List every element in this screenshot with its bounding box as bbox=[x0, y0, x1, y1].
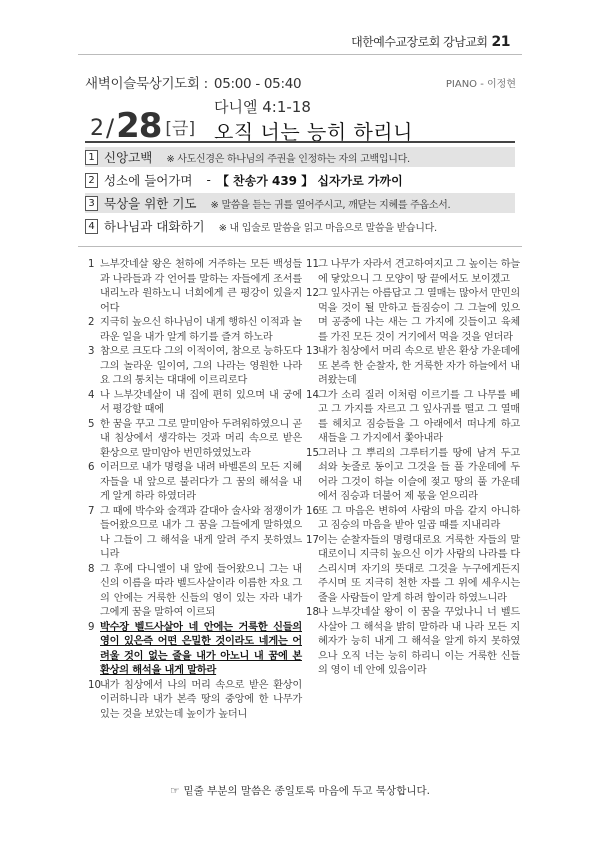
step-description: ※ 사도신경은 하나님의 주권을 인정하는 자의 고백입니다. bbox=[166, 153, 410, 165]
verse-number: 5 bbox=[88, 418, 95, 430]
service-name: 새벽이슬묵상기도회 : bbox=[85, 76, 208, 92]
verse-16 bbox=[306, 505, 520, 534]
date-weekday: [금] bbox=[165, 119, 196, 139]
meditation-note bbox=[0, 783, 600, 798]
verses-column-right bbox=[306, 258, 520, 679]
verse-3 bbox=[88, 345, 302, 389]
verse-1 bbox=[88, 258, 302, 316]
step-number: 2 bbox=[85, 173, 98, 188]
verse-text: 느부갓네살 왕은 천하에 거주하는 모든 백성들과 나라들과 각 언어를 말하는 자들에게 조서를 내리노라 원하노니 너희에게 큰 평강이 있을지어다 bbox=[100, 259, 302, 314]
verse-text: 그러나 그 뿌리의 그루터기를 땅에 남겨 두고 쇠와 놋줄로 동이고 그것을 들 풀 가운데에 두어라 그것이 하늘 이슬에 젖고 땅의 풀 가운데에서 짐승과 더불어 제 몫을 얻으리라 bbox=[318, 447, 520, 502]
verse-number: 15 bbox=[306, 447, 319, 459]
scripture-reference: 다니엘 4:1-18 bbox=[214, 98, 311, 116]
step-number: 1 bbox=[85, 150, 98, 165]
verse-12 bbox=[306, 287, 520, 345]
service-time: 05:00 - 05:40 bbox=[213, 76, 302, 92]
verse-text: 한 꿈을 꾸고 그로 말미암아 두려워하였으니 곧 내 침상에서 생각하는 것과 머리 속으로 받은 환상으로 말미암아 번민하였었노라 bbox=[100, 418, 302, 459]
verse-text: 나 느부갓네살이 내 집에 편히 있으며 내 궁에서 평강할 때에 bbox=[100, 389, 302, 415]
date-slash: / bbox=[106, 114, 115, 142]
verse-10 bbox=[88, 679, 302, 723]
verse-number: 9 bbox=[88, 621, 95, 633]
verse-15 bbox=[306, 447, 520, 505]
verse-9 bbox=[88, 621, 302, 679]
verse-text: 내가 침상에서 머리 속으로 받은 환상 가운데에 또 본즉 한 순찰자, 한 거룩한 자가 하늘에서 내려왔는데 bbox=[318, 346, 520, 386]
verse-text: 그 나무가 자라서 견고하여지고 그 높이는 하늘에 닿았으니 그 모양이 땅 끝에서도 보이겠고 bbox=[318, 259, 520, 285]
verse-5 bbox=[88, 418, 302, 462]
verse-text: 그 잎사귀는 아름답고 그 열매는 많아서 만민의 먹을 것이 될 만하고 들짐승이 그 그늘에 있으며 공중에 나는 새는 그 가지에 깃들이고 육체를 가진 모든 것이 거기에서 먹을 것을 얻더라 bbox=[318, 288, 520, 343]
verse-8 bbox=[88, 563, 302, 621]
verse-7 bbox=[88, 505, 302, 563]
verse-number: 14 bbox=[306, 389, 319, 401]
step-dash: - bbox=[206, 173, 211, 187]
verse-text: 이러므로 내가 명령을 내려 바벨론의 모든 지혜자들을 내 앞으로 불러다가 그 꿈의 해석을 내게 알게 하라 하였더라 bbox=[100, 462, 302, 502]
hymn-title: 【 찬송가 439 】 십자가로 가까이 bbox=[216, 173, 403, 188]
verse-number: 2 bbox=[88, 317, 95, 328]
verse-text: 그가 소리 질러 이처럼 이르기를 그 나무를 베고 그 가지를 자르고 그 잎사귀를 떨고 그 열매를 헤치고 짐승들을 그 아래에서 떠나게 하고 새들을 그 가지에서 쫓아내라 bbox=[318, 389, 520, 444]
step-confession bbox=[85, 147, 515, 167]
verse-13 bbox=[306, 345, 520, 389]
step-label: 하나님과 대화하기 bbox=[104, 219, 205, 234]
verses-column-left bbox=[88, 258, 302, 722]
title-divider bbox=[85, 141, 515, 143]
step-label: 묵상을 위한 기도 bbox=[104, 196, 197, 211]
service-info bbox=[85, 72, 301, 92]
step-label: 성소에 들어가며 bbox=[104, 173, 193, 188]
verse-number: 8 bbox=[88, 563, 95, 575]
verse-text: 이는 순찰자들의 명령대로요 거룩한 자들의 말대로이니 지극히 높으신 이가 사람의 나라를 다스리시며 자기의 뜻대로 그것을 누구에게든지 주시며 또 지극히 천한 자를 그 위에 세우시는 줄을 사람들이 알게 하려 함이라 하였느니라 bbox=[318, 534, 520, 604]
step-description: ※ 말씀을 듣는 귀를 열어주시고, 깨닫는 지혜를 주옵소서. bbox=[210, 199, 451, 211]
verse-14 bbox=[306, 389, 520, 447]
verse-text: 그 때에 박수와 술객과 갈대아 술사와 점쟁이가 들어왔으므로 내가 그 꿈을 그들에게 말하였으나 그들이 그 해석을 내게 알려 주지 못하였느니라 bbox=[100, 505, 302, 560]
piano-credit: PIANO - 이정현 bbox=[445, 79, 516, 90]
date-month: 2 bbox=[90, 116, 104, 141]
step-description: ※ 내 입술로 말씀을 읽고 마음으로 말씀을 받습니다. bbox=[218, 222, 437, 234]
verse-text: 지극히 높으신 하나님이 내게 행하신 이적과 놀라운 일을 내가 알게 하기를 즐겨 하노라 bbox=[100, 317, 302, 343]
verse-number: 1 bbox=[88, 259, 95, 270]
verse-number: 7 bbox=[88, 505, 95, 517]
step-number: 3 bbox=[85, 196, 98, 211]
verse-number: 12 bbox=[306, 288, 319, 299]
verse-text: 그 후에 다니엘이 내 앞에 들어왔으니 그는 내 신의 이름을 따라 벨드사살이라 이름한 자요 그의 안에는 거룩한 신들의 영이 있는 자라 내가 그에게 꿈을 말하여 이르되 bbox=[100, 563, 302, 618]
verse-number: 17 bbox=[306, 534, 319, 546]
verse-text: 또 그 마음은 변하여 사람의 마음 같지 아니하고 짐승의 마음을 받아 일곱 때를 지내리라 bbox=[318, 505, 520, 531]
step-label: 신앙고백 bbox=[104, 150, 153, 165]
verse-number: 10 bbox=[88, 679, 101, 691]
page-number: 21 bbox=[491, 34, 510, 50]
date-day: 28 bbox=[116, 106, 162, 146]
section-divider bbox=[78, 246, 522, 247]
verse-number: 11 bbox=[306, 259, 319, 270]
service-date bbox=[90, 99, 196, 146]
verse-text: 참으로 크도다 그의 이적이여, 참으로 능하도다 그의 놀라운 일이여, 그의 나라는 영원한 나라요 그의 통치는 대대에 이르리로다 bbox=[100, 346, 302, 386]
verse-number: 3 bbox=[88, 346, 95, 357]
verse-text: 나 느부갓네살 왕이 이 꿈을 꾸었나니 너 벨드사살아 그 해석을 밝히 말하라 내 나라 모든 지혜자가 능히 내게 그 해석을 알게 하지 못하였으나 오직 너는 능히 하리니 이는 거룩한 신들의 영이 네 안에 있음이라 bbox=[318, 607, 520, 676]
verse-6 bbox=[88, 461, 302, 505]
step-number: 4 bbox=[85, 219, 98, 234]
church-header bbox=[351, 33, 510, 50]
verse-text: 박수장 벨드사살아 네 안에는 거룩한 신들의 영이 있은즉 어떤 은밀한 것이라도 네게는 어려울 것이 없는 줄을 내가 아노니 내 꿈에 본 환상의 해석을 내게 말하라 bbox=[100, 621, 302, 676]
meditation-note-text: 밑줄 부분의 말씀은 종일토록 마음에 두고 묵상합니다. bbox=[183, 785, 430, 797]
verse-text: 내가 침상에서 나의 머리 속으로 받은 환상이 이러하니라 내가 본즉 땅의 중앙에 한 나무가 있는 것을 보았는데 높이가 높더니 bbox=[100, 679, 302, 720]
verse-number: 18 bbox=[306, 607, 319, 618]
verse-11 bbox=[306, 258, 520, 287]
step-entering bbox=[85, 170, 515, 190]
verse-17 bbox=[306, 534, 520, 607]
step-prayer bbox=[85, 193, 515, 213]
verse-2 bbox=[88, 316, 302, 345]
verse-number: 16 bbox=[306, 505, 319, 517]
step-dialogue bbox=[85, 216, 515, 236]
verse-number: 13 bbox=[306, 346, 319, 357]
verse-4 bbox=[88, 389, 302, 418]
church-name: 대한예수교장로회 강남교회 bbox=[351, 35, 488, 49]
pointing-hand-icon: ☞ bbox=[170, 785, 180, 797]
header-divider bbox=[78, 54, 522, 55]
verse-number: 4 bbox=[88, 389, 95, 401]
sermon-title: 오직 너는 능히 하리니 bbox=[214, 120, 413, 144]
verse-18 bbox=[306, 606, 520, 679]
verse-number: 6 bbox=[88, 462, 95, 473]
